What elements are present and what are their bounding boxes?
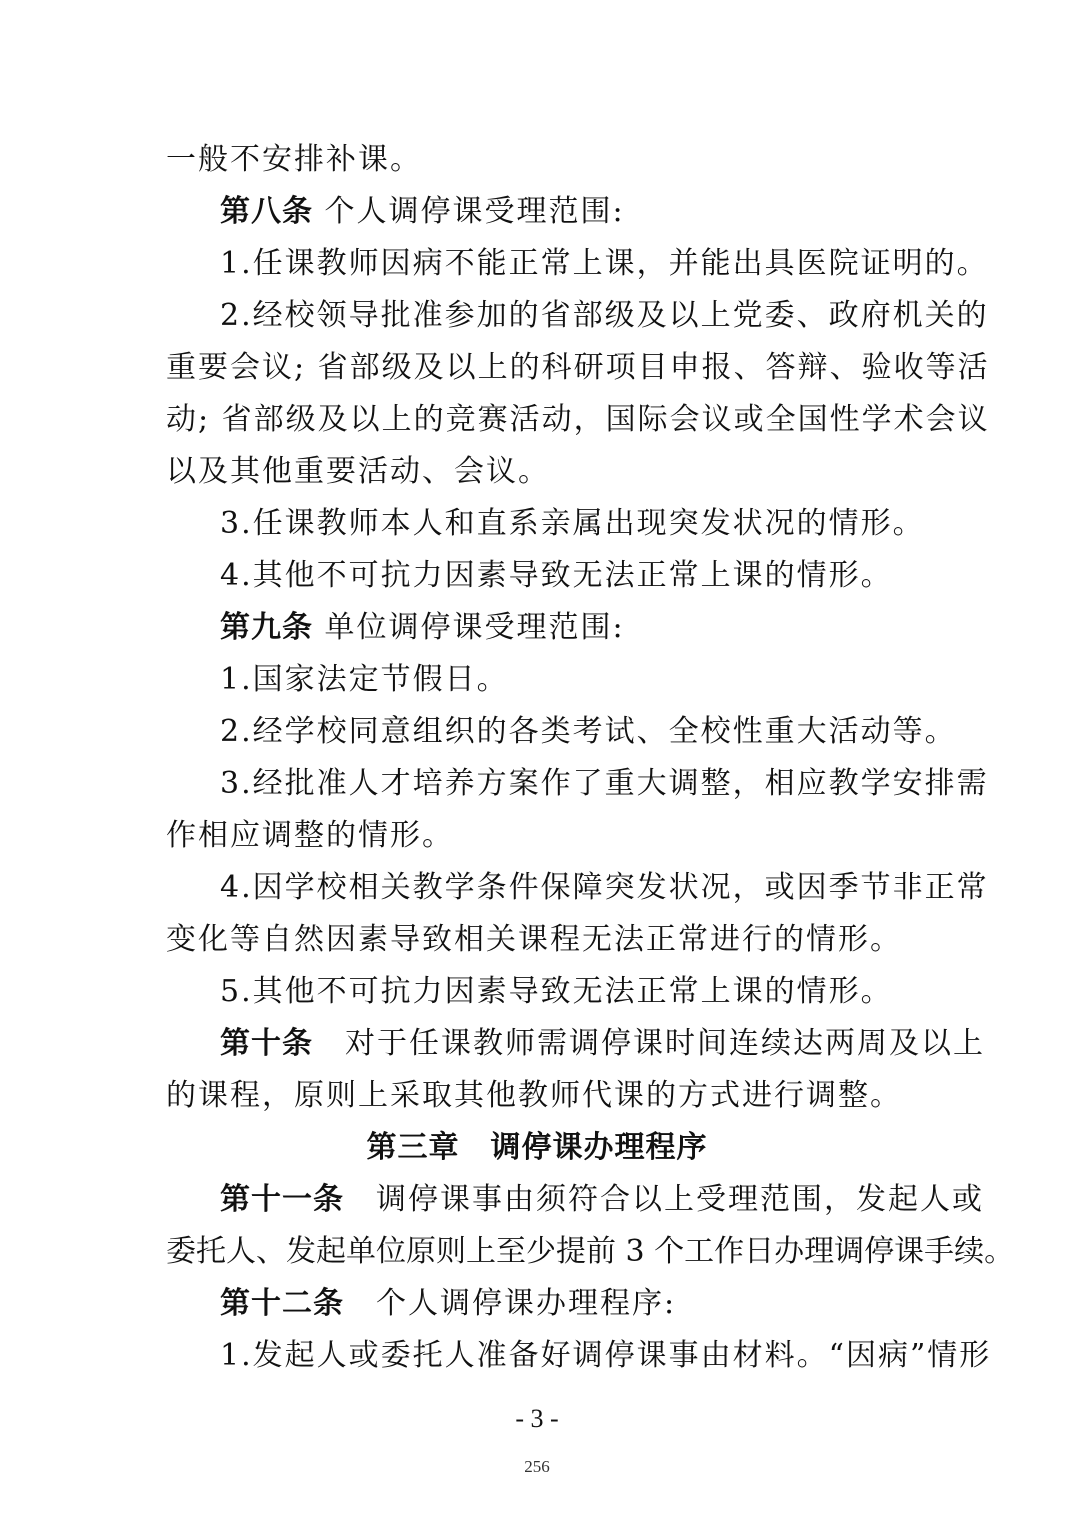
article-10-heading [220,1022,985,1066]
list-item: 3.经批准人才培养方案作了重大调整，相应教学安排需 [220,766,989,801]
article-number: 第十二条 [220,1286,344,1321]
list-item: 4.其他不可抗力因素导致无法正常上课的情形。 [220,558,893,593]
article-title: 个人调停课受理范围: [313,194,625,229]
list-item: 2.经校领导批准参加的省部级及以上党委、政府机关的 [220,298,989,333]
article-9-heading [220,606,916,650]
page-number: - 3 - [515,1404,559,1433]
article-title: 单位调停课受理范围: [313,610,625,645]
list-item: 2.经学校同意组织的各类考试、全校性重大活动等。 [220,714,957,749]
list-item: 1.发起人或委托人准备好调停课事由材料。“因病”情形 [220,1338,992,1373]
article-title: 个人调停课办理程序: [344,1286,677,1321]
body-text-line: 重要会议; 省部级及以上的科研项目申报、答辩、验收等活 [166,350,990,385]
body-text-line: 委托人、发起单位原则上至少提前 3 个工作日办理调停课手续。 [166,1234,1015,1269]
body-text-line: 的课程，原则上采取其他教师代课的方式进行调整。 [166,1078,902,1113]
article-number: 第八条 [220,194,313,229]
chapter-title: 第三章 调停课办理程序 [366,1130,708,1165]
body-text-line: 以及其他重要活动、会议。 [166,454,550,489]
body-text-line: 变化等自然因素导致相关课程无法正常进行的情形。 [166,922,902,957]
list-item: 4.因学校相关教学条件保障突发状况，或因季节非正常 [220,870,989,905]
article-number: 第十条 [220,1026,313,1061]
article-11-heading [220,1178,984,1222]
article-12-heading [220,1282,916,1326]
body-text-line: 一般不安排补课。 [166,142,422,177]
list-item: 3.任课教师本人和直系亲属出现突发状况的情形。 [220,506,925,541]
article-text: 调停课事由须符合以上受理范围，发起人或 [344,1182,984,1217]
list-item: 1.国家法定节假日。 [220,662,509,697]
article-number: 第十一条 [220,1182,344,1217]
article-text: 对于任课教师需调停课时间连续达两周及以上 [313,1026,985,1061]
body-text-line: 作相应调整的情形。 [166,818,454,853]
list-item: 1.任课教师因病不能正常上课，并能出具医院证明的。 [220,246,989,281]
archive-page-number: 256 [524,1457,550,1476]
article-8-heading [220,190,916,234]
article-number: 第九条 [220,610,313,645]
list-item: 5.其他不可抗力因素导致无法正常上课的情形。 [220,974,893,1009]
body-text-line: 动; 省部级及以上的竞赛活动，国际会议或全国性学术会议 [166,402,990,437]
